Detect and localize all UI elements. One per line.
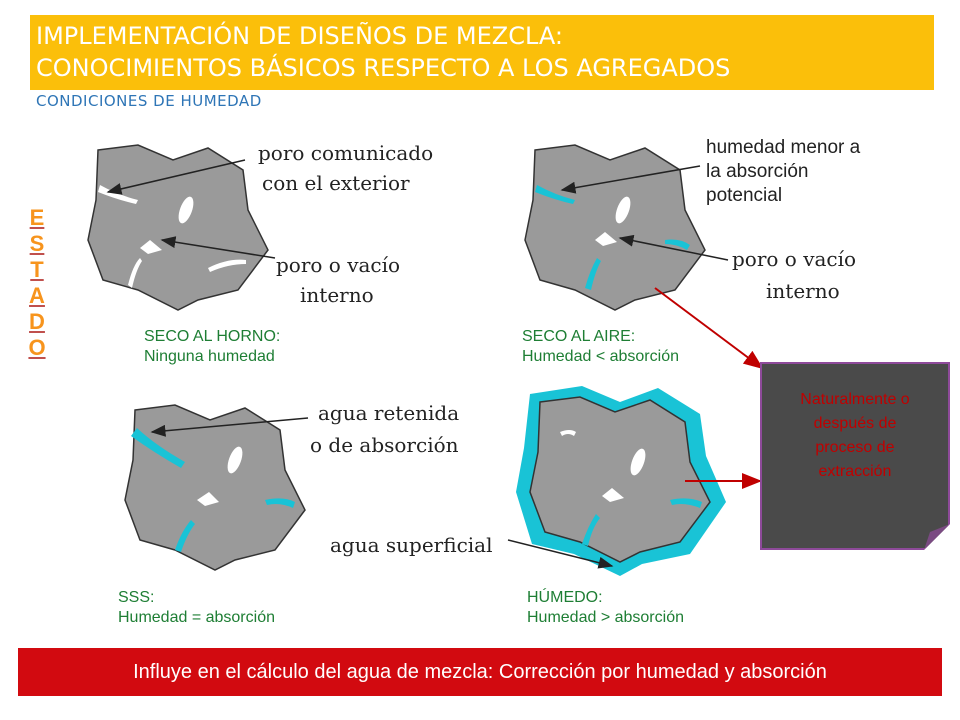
estado-letter: T <box>30 257 44 282</box>
label-ssd-desc: Humedad = absorción <box>118 609 275 626</box>
note-line-3: proceso de <box>815 439 895 456</box>
annot-surface-water: agua superficial <box>330 533 493 557</box>
annot-internal-pore-air-2: interno <box>766 279 840 303</box>
footer-banner <box>18 648 942 696</box>
label-oven-dry-desc: Ninguna humedad <box>144 348 275 365</box>
note-line-2: después de <box>813 415 897 432</box>
label-wet-desc: Humedad > absorción <box>527 609 684 626</box>
estado-letter: O <box>28 335 46 360</box>
annot-pore-exterior-2: con el exterior <box>262 171 410 195</box>
page-curl-icon <box>922 524 950 550</box>
aggregate-ssd <box>125 405 305 570</box>
label-air-dry-desc: Humedad < absorción <box>522 348 679 365</box>
annot-partial-moisture-3: potencial <box>706 185 783 206</box>
note-line-1: Naturalmente o <box>800 391 910 408</box>
annot-partial-moisture-1: humedad menor a <box>706 137 861 158</box>
annot-absorbed-water-1: agua retenida <box>318 401 460 425</box>
note-line-4: extracción <box>818 463 892 480</box>
title-line-2: CONOCIMIENTOS BÁSICOS RESPECTO A LOS AGREGADOS <box>36 54 731 82</box>
annot-absorbed-water-2: o de absorción <box>310 433 459 457</box>
estado-letter: E <box>29 205 45 230</box>
note-text <box>762 388 948 484</box>
note-box <box>760 362 950 550</box>
annot-internal-pore-air-1: poro o vacío <box>732 247 857 271</box>
estado-letter: S <box>29 231 45 256</box>
label-oven-dry-title: SECO AL HORNO: <box>144 328 281 345</box>
annot-partial-moisture-2: la absorción <box>706 161 809 182</box>
title-line-1: IMPLEMENTACIÓN DE DISEÑOS DE MEZCLA: <box>36 22 564 50</box>
annot-internal-pore-2: interno <box>300 283 374 307</box>
estado-letter: A <box>29 283 45 308</box>
footer-text: Influye en el cálculo del agua de mezcla: Corrección por humedad y absorción <box>133 661 827 683</box>
label-ssd <box>118 588 275 628</box>
annot-internal-pore-1: poro o vacío <box>276 253 401 277</box>
label-wet-title: HÚMEDO: <box>527 589 603 606</box>
estado-letter: D <box>29 309 45 334</box>
aggregate-oven-dry <box>88 145 268 310</box>
annot-pore-exterior-1: poro comunicado <box>258 141 434 165</box>
subtitle: CONDICIONES DE HUMEDAD <box>36 92 262 110</box>
label-air-dry-title: SECO AL AIRE: <box>522 328 636 345</box>
label-air-dry <box>522 327 679 367</box>
label-wet <box>527 588 684 628</box>
label-ssd-title: SSS: <box>118 589 155 606</box>
label-oven-dry <box>144 327 280 367</box>
